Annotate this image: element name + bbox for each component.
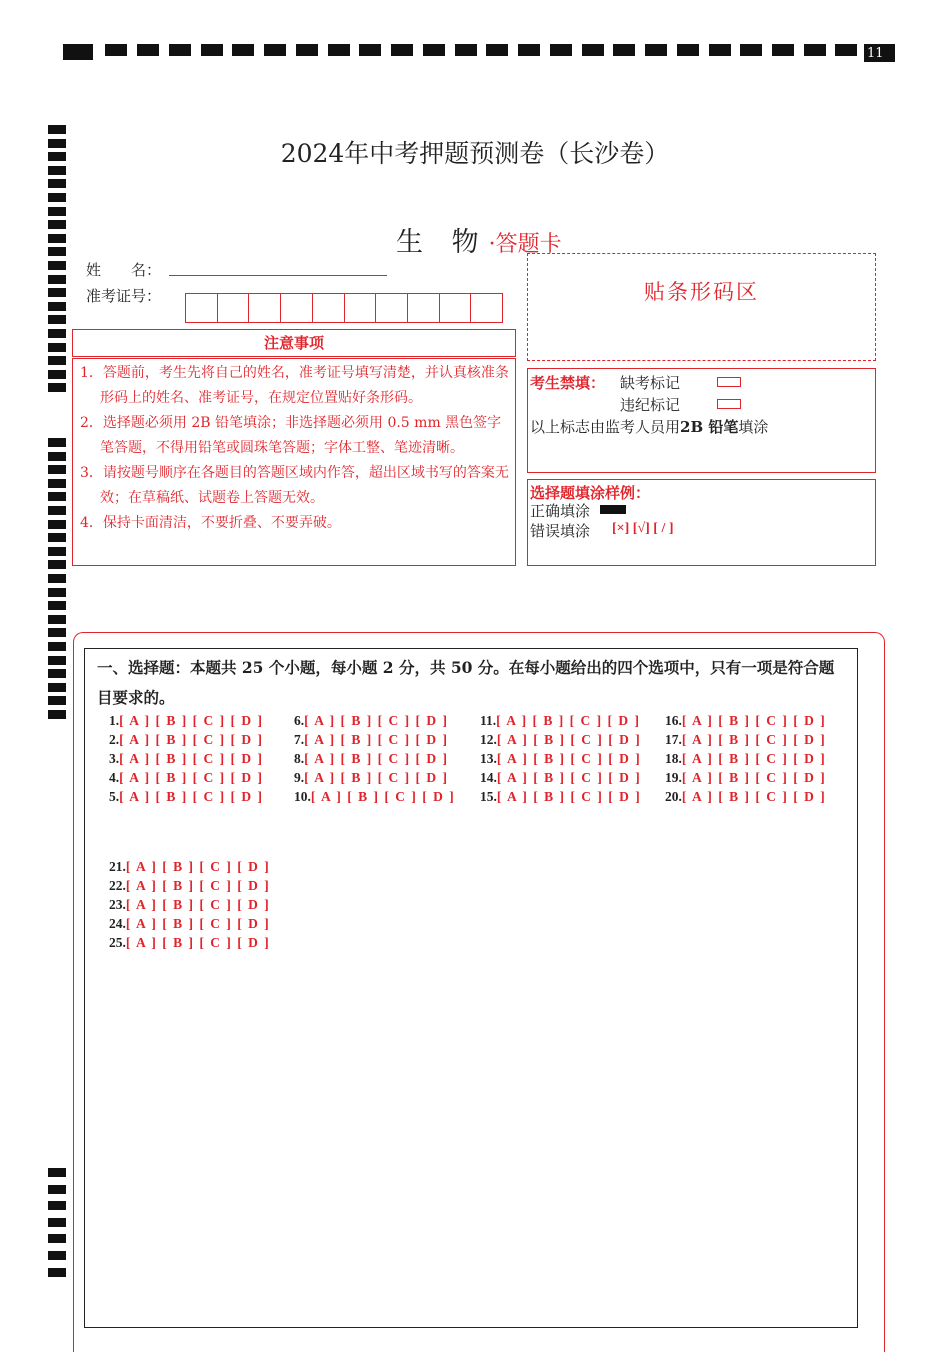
question-number: 13. [480,751,497,766]
question-number: 18. [665,751,682,766]
timing-mark [48,343,66,352]
timing-mark [48,302,66,311]
question-number: 25. [109,935,126,950]
timing-mark [48,669,66,678]
answer-options[interactable]: [ A ] [ B ] [ C ] [ D ] [125,897,271,912]
timing-mark [48,656,66,665]
question-row[interactable] [294,789,455,805]
timing-mark [48,642,66,651]
question-number: 12. [480,732,497,747]
timing-mark [48,1185,66,1194]
subject-name: 生 物 [396,227,489,258]
question-number: 17. [665,732,682,747]
answer-options[interactable]: [ A ] [ B ] [ C ] [ D ] [119,732,264,747]
answer-options[interactable]: [ A ] [ B ] [ C ] [ D ] [304,751,449,766]
question-number: 24. [109,916,126,931]
timing-mark [48,547,66,556]
absent-label: 缺考标记 [620,374,681,392]
correct-label: 正确填涂 [530,502,591,520]
timing-mark [48,207,66,216]
sample-title: 选择题填涂样例： [530,484,651,502]
question-row[interactable] [665,732,826,748]
question-row[interactable] [294,751,448,767]
answer-options[interactable]: [ A ] [ B ] [ C ] [ D ] [496,789,642,804]
question-row[interactable] [480,789,641,805]
timing-mark [264,44,286,56]
question-number: 21. [109,859,126,874]
section-heading: 一、选择题：本题共 25 个小题，每小题 2 分，共 50 分。在每小题给出的四个选项中，只有一项是符合题目要求的。 [97,658,835,707]
question-row[interactable] [480,751,641,767]
question-row[interactable] [109,916,270,932]
question-row[interactable] [109,713,263,729]
timing-mark [137,44,159,56]
question-number: 6. [294,713,305,728]
card-label: ·答题卡 [488,232,562,257]
answer-options[interactable]: [ A ] [ B ] [ C ] [ D ] [119,770,264,785]
barcode-area [527,253,876,361]
timing-mark [48,465,66,474]
question-row[interactable] [294,713,448,729]
answer-options[interactable]: [ A ] [ B ] [ C ] [ D ] [304,713,449,728]
timing-mark [48,370,66,379]
timing-mark [232,44,254,56]
timing-mark [48,615,66,624]
answer-section-inner [84,648,858,1328]
question-row[interactable] [294,732,448,748]
question-row[interactable] [109,789,263,805]
timing-mark [455,44,477,56]
timing-mark [48,356,66,365]
question-row[interactable] [109,897,270,913]
timing-mark [48,125,66,134]
answer-options[interactable]: [ A ] [ B ] [ C ] [ D ] [125,916,271,931]
timing-mark [48,710,66,719]
timing-mark [48,601,66,610]
answer-options[interactable]: [ A ] [ B ] [ C ] [ D ] [681,713,827,728]
notice-item: 1．答题前，考生先将自己的姓名，准考证号填写清楚，并认真核准条形码上的姓名、准考证号，在规定位置贴好条形码。 [80,365,509,406]
question-number: 7. [294,732,305,747]
violation-mark-box[interactable] [717,399,741,409]
timing-mark [48,1218,66,1227]
question-row[interactable] [109,751,263,767]
question-number: 19. [665,770,682,785]
timing-mark [48,438,66,447]
question-row[interactable] [294,770,448,786]
page-number: 11 [864,44,895,62]
question-number: 14. [480,770,497,785]
barcode-label: 贴条形码区 [644,280,759,304]
answer-options[interactable]: [ A ] [ B ] [ C ] [ D ] [496,713,641,728]
question-row[interactable] [109,935,270,951]
timing-mark [740,44,762,56]
answer-options[interactable]: [ A ] [ B ] [ C ] [ D ] [304,770,449,785]
question-number: 22. [109,878,126,893]
answer-options[interactable]: [ A ] [ B ] [ C ] [ D ] [681,789,827,804]
timing-mark [48,234,66,243]
answer-options[interactable]: [ A ] [ B ] [ C ] [ D ] [125,935,271,950]
forbidden-box [527,368,876,473]
question-row[interactable] [480,713,641,729]
question-number: 3. [109,751,120,766]
absent-mark-box[interactable] [717,377,741,387]
question-number: 16. [665,713,682,728]
question-row[interactable] [480,770,641,786]
answer-options[interactable]: [ A ] [ B ] [ C ] [ D ] [304,732,449,747]
fill-sample-box [527,479,876,566]
question-number: 8. [294,751,305,766]
timing-mark [48,506,66,515]
answer-options[interactable]: [ A ] [ B ] [ C ] [ D ] [681,751,827,766]
filled-mark-icon [600,505,626,514]
timing-mark [48,492,66,501]
answer-options[interactable]: [ A ] [ B ] [ C ] [ D ] [496,732,642,747]
answer-options[interactable]: [ A ] [ B ] [ C ] [ D ] [125,859,271,874]
question-row[interactable] [109,859,270,875]
timing-mark [550,44,572,56]
timing-mark [48,383,66,392]
timing-mark [48,1168,66,1177]
timing-mark [48,479,66,488]
name-field[interactable] [169,275,387,276]
timing-mark [359,44,381,56]
notice-item: 2．选择题必须用 2B 铅笔填涂；非选择题必须用 0.5 mm 黑色签字笔答题，不得用铅笔或圆珠笔答题；字体工整、笔迹清晰。 [80,415,502,456]
question-row[interactable] [480,732,641,748]
timing-mark [48,1201,66,1210]
question-number: 2. [109,732,120,747]
answer-options[interactable]: [ A ] [ B ] [ C ] [ D ] [496,770,642,785]
answer-options[interactable]: [ A ] [ B ] [ C ] [ D ] [496,751,642,766]
timing-mark [63,44,93,60]
timing-mark [48,220,66,229]
timing-mark [48,275,66,284]
timing-mark [613,44,635,56]
timing-mark [772,44,794,56]
question-row[interactable] [665,789,826,805]
timing-mark [169,44,191,56]
timing-mark [48,452,66,461]
question-row[interactable] [665,751,826,767]
timing-mark [48,1251,66,1260]
left-timing-marks [48,0,66,1344]
answer-options[interactable]: [ A ] [ B ] [ C ] [ D ] [681,770,827,785]
exam-title: 2024年中考押题预测卷（长沙卷） [280,139,670,168]
question-row[interactable] [109,770,263,786]
timing-mark [423,44,445,56]
question-number: 9. [294,770,305,785]
id-label: 准考证号： [86,287,162,305]
answer-options[interactable]: [ A ] [ B ] [ C ] [ D ] [119,789,264,804]
timing-mark [48,315,66,324]
timing-mark [645,44,667,56]
timing-mark [486,44,508,56]
timing-mark [582,44,604,56]
timing-mark [105,44,127,56]
timing-mark [48,329,66,338]
wrong-label: 错误填涂 [530,522,591,540]
notice-item: 4．保持卡面清洁，不要折叠、不要弄破。 [80,515,341,531]
violation-label: 违纪标记 [620,396,681,414]
question-number: 11. [480,713,497,728]
notice-title: 注意事项 [263,334,324,352]
wrong-marks: [×] [√] [ / ] [612,521,674,536]
timing-mark [48,1268,66,1277]
timing-mark [48,193,66,202]
answer-options[interactable]: [ A ] [ B ] [ C ] [ D ] [310,789,456,804]
timing-mark [48,179,66,188]
timing-mark [48,261,66,270]
timing-mark [48,520,66,529]
question-row[interactable] [665,770,826,786]
timing-mark [391,44,413,56]
question-row[interactable] [109,732,263,748]
timing-mark [709,44,731,56]
question-number: 1. [109,713,120,728]
name-label: 姓 名： [86,261,162,279]
notice-item: 3．请按题号顺序在各题目的答题区域内作答，超出区域书写的答案无效；在草稿纸、试题卷上答题无效。 [80,465,509,506]
notice-box [72,358,516,566]
answer-options[interactable]: [ A ] [ B ] [ C ] [ D ] [125,878,271,893]
forbidden-note: 以上标志由监考人员用2B 铅笔填涂 [530,418,769,436]
timing-mark [804,44,826,56]
timing-mark [677,44,699,56]
question-number: 20. [665,789,682,804]
question-row[interactable] [109,878,270,894]
exam-id-boxes[interactable] [185,293,503,323]
timing-mark [48,696,66,705]
timing-mark [835,44,857,56]
notice-title-box [72,329,516,357]
question-number: 5. [109,789,120,804]
timing-mark [48,574,66,583]
timing-mark [48,560,66,569]
timing-mark [48,247,66,256]
question-number: 23. [109,897,126,912]
question-number: 10. [294,789,311,804]
forbidden-label: 考生禁填： [530,374,606,392]
timing-mark [48,588,66,597]
timing-mark [296,44,318,56]
answer-options[interactable]: [ A ] [ B ] [ C ] [ D ] [119,751,264,766]
timing-mark [48,683,66,692]
answer-options[interactable]: [ A ] [ B ] [ C ] [ D ] [681,732,827,747]
answer-options[interactable]: [ A ] [ B ] [ C ] [ D ] [119,713,264,728]
timing-mark [518,44,540,56]
question-number: 15. [480,789,497,804]
timing-mark [48,628,66,637]
timing-mark [48,1234,66,1243]
timing-mark [48,288,66,297]
timing-mark [328,44,350,56]
question-number: 4. [109,770,120,785]
timing-mark [48,533,66,542]
question-row[interactable] [665,713,826,729]
timing-mark [201,44,223,56]
